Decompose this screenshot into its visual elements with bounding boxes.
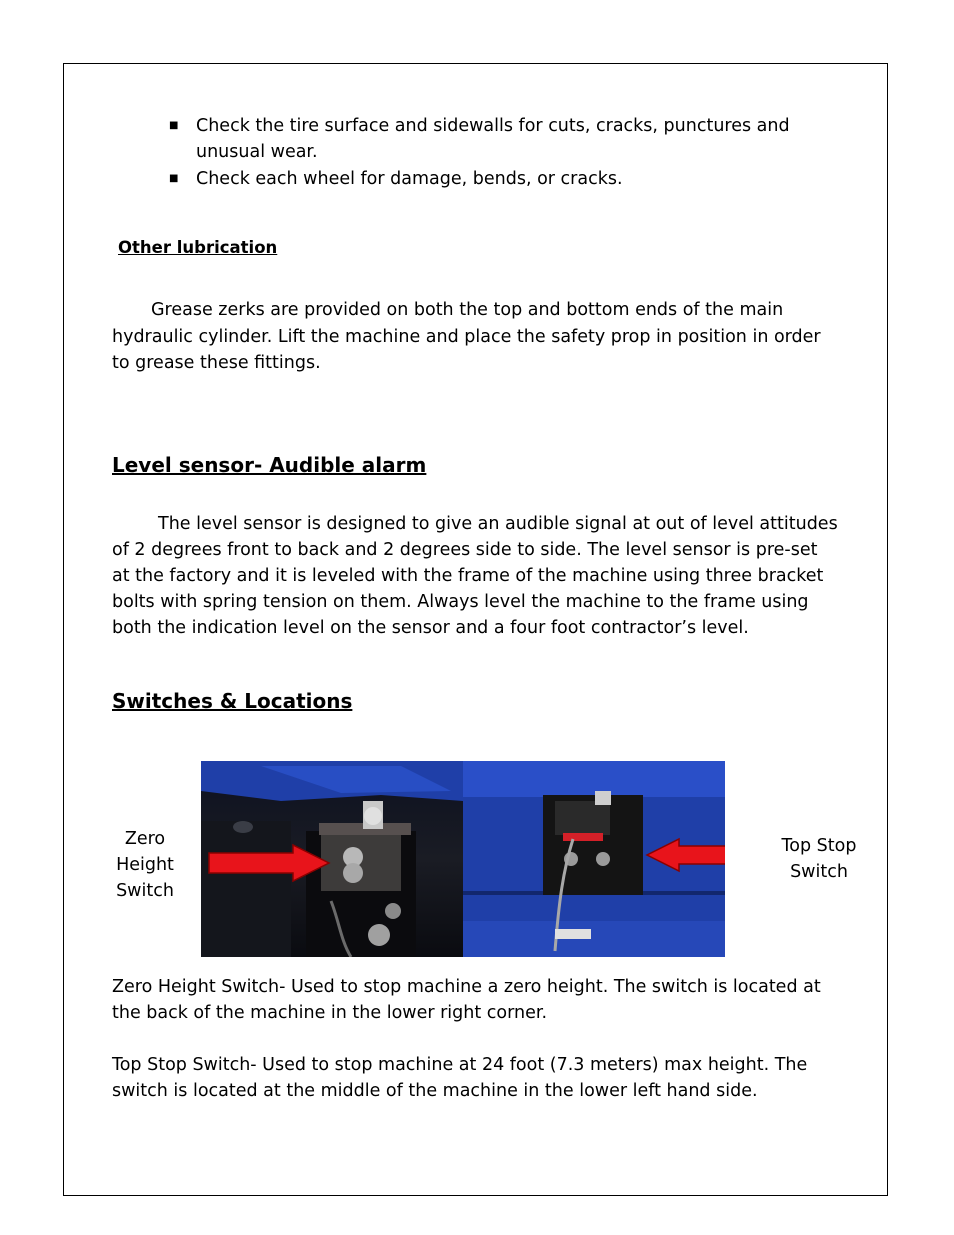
- zero-height-switch-label: [106, 826, 184, 904]
- switches-heading: Switches & Locations: [112, 689, 353, 713]
- paragraph-line: of 2 degrees front to back and 2 degrees side to side. The level sensor is pre-set: [112, 540, 818, 560]
- label-line: Top Stop: [781, 836, 857, 856]
- paragraph-line: to grease these fittings.: [112, 353, 321, 373]
- zero-height-desc-line: the back of the machine in the lower right corner.: [112, 1003, 548, 1023]
- other-lubrication-heading: Other lubrication: [118, 238, 278, 257]
- list-item: Check each wheel for damage, bends, or cracks.: [196, 169, 623, 189]
- paragraph-line: The level sensor is designed to give an audible signal at out of level attitudes: [158, 514, 838, 534]
- top-stop-desc-line: switch is located at the middle of the machine in the lower left hand side.: [112, 1081, 758, 1101]
- level-sensor-heading: Level sensor- Audible alarm: [112, 453, 427, 477]
- label-line: Height: [116, 855, 174, 875]
- list-item-continuation: unusual wear.: [196, 142, 318, 162]
- zero-height-desc-line: Zero Height Switch- Used to stop machine a zero height. The switch is located at: [112, 977, 821, 997]
- paragraph-line: bolts with spring tension on them. Always level the machine to the frame using: [112, 592, 809, 612]
- list-item: Check the tire surface and sidewalls for cuts, cracks, punctures and: [196, 116, 790, 136]
- label-line: Switch: [116, 881, 174, 901]
- bullet-icon: ■: [169, 173, 179, 184]
- paragraph-line: Grease zerks are provided on both the top and bottom ends of the main: [151, 300, 784, 320]
- paragraph-line: hydraulic cylinder. Lift the machine and place the safety prop in position in order: [112, 327, 821, 347]
- label-line: Zero: [124, 829, 166, 849]
- paragraph-line: at the factory and it is leveled with the frame of the machine using three bracket: [112, 566, 824, 586]
- top-stop-desc-line: Top Stop Switch- Used to stop machine at 24 foot (7.3 meters) max height. The: [112, 1055, 808, 1075]
- top-stop-switch-label: [772, 833, 866, 885]
- bullet-icon: ■: [169, 120, 179, 131]
- paragraph-line: both the indication level on the sensor and a four foot contractor’s level.: [112, 618, 749, 638]
- zero-height-switch-photo: [201, 761, 463, 957]
- label-line: Switch: [790, 862, 848, 882]
- top-stop-switch-photo: [463, 761, 725, 957]
